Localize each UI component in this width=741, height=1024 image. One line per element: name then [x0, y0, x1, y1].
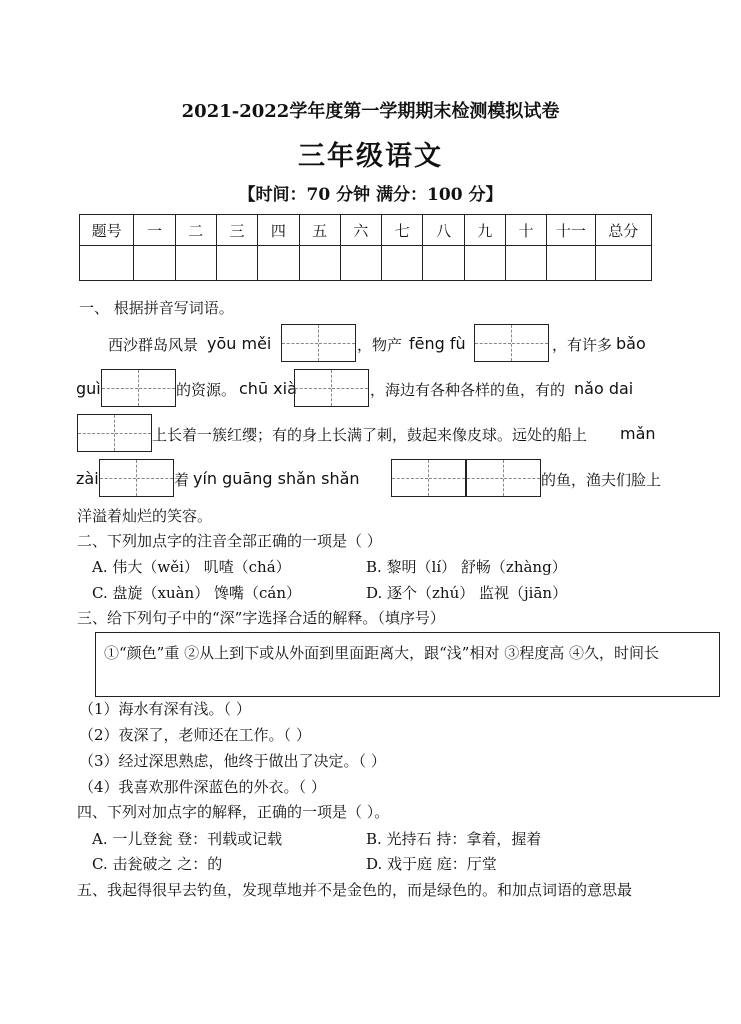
subject-title: 三年级语文 — [298, 141, 443, 172]
score-cell[interactable] — [258, 246, 299, 281]
q4-option-b[interactable]: B. 光持石 持：拿着，握着 — [366, 830, 542, 848]
score-cell[interactable] — [216, 246, 257, 281]
score-cell[interactable] — [423, 246, 464, 281]
score-cell[interactable] — [547, 246, 595, 281]
q1-text: 的资源。 — [176, 381, 237, 399]
answer-grid[interactable] — [391, 459, 466, 497]
score-header-cell: 七 — [382, 215, 423, 246]
q3-sentence-3: （3）经过深思熟虑，他终于做出了决定。（ ） — [79, 752, 386, 770]
q1-pinyin: yín guāng shǎn shǎn — [193, 469, 360, 488]
score-header-cell: 总分 — [595, 215, 651, 246]
score-header-cell: 六 — [340, 215, 381, 246]
q1-pinyin: zài — [76, 469, 99, 488]
q2-option-b[interactable]: B. 黎明（lí） 舒畅（zhàng） — [366, 558, 567, 576]
q1-text: 上长着一簇红缨；有的身上长满了刺，鼓起来像皮球。远处的船上 — [152, 426, 588, 444]
answer-grid[interactable] — [281, 324, 356, 362]
q1-text: 洋溢着灿烂的笑容。 — [77, 507, 213, 525]
q1-text: ，物产 — [357, 336, 403, 354]
q1-pinyin: guì — [76, 379, 101, 398]
answer-grid[interactable] — [474, 324, 549, 362]
q3-sentence-1: （1）海水有深有浅。（ ） — [79, 700, 251, 718]
q4-heading: 四、下列对加点字的解释，正确的一项是（ ）。 — [77, 803, 390, 821]
exam-title: 2021-2022学年度第一学期期末检测模拟试卷 — [181, 101, 560, 122]
q1-pinyin: chū xià — [239, 379, 297, 398]
score-cell[interactable] — [134, 246, 175, 281]
q1-pinyin: nǎo dai — [574, 379, 634, 398]
score-header-cell: 五 — [299, 215, 340, 246]
score-header-cell: 三 — [216, 215, 257, 246]
score-header-cell: 十 — [505, 215, 546, 246]
answer-grid[interactable] — [77, 414, 152, 452]
score-cell[interactable] — [340, 246, 381, 281]
q5-heading: 五、我起得很早去钓鱼，发现草地并不是金色的，而是绿色的。和加点词语的意思最 — [77, 881, 633, 899]
q1-pinyin: mǎn — [620, 424, 656, 443]
q2-option-a[interactable]: A. 伟大（wěi） 叽喳（chá） — [92, 558, 291, 576]
score-header-cell: 九 — [464, 215, 505, 246]
q3-heading: 三、给下列句子中的“深”字选择合适的解释。（填序号） — [77, 609, 445, 627]
q1-text: 西沙群岛风景 — [108, 336, 199, 354]
score-header-cell: 八 — [423, 215, 464, 246]
q4-option-c[interactable]: C. 击瓮破之 之：的 — [92, 855, 223, 873]
score-table-header-row — [80, 215, 652, 246]
score-header-cell: 一 — [134, 215, 175, 246]
score-cell[interactable] — [464, 246, 505, 281]
score-header-cell: 四 — [258, 215, 299, 246]
q1-pinyin: yōu měi — [207, 334, 272, 353]
q2-option-d[interactable]: D. 逐个（zhú） 监视（jiān） — [366, 584, 568, 602]
score-cell[interactable] — [595, 246, 651, 281]
score-table — [79, 214, 652, 281]
q3-sentence-4: （4）我喜欢那件深蓝色的外衣。（ ） — [79, 778, 326, 796]
answer-grid[interactable] — [466, 459, 541, 497]
answer-grid[interactable] — [294, 369, 369, 407]
score-cell[interactable] — [80, 246, 134, 281]
q1-text: ，有许多 — [552, 336, 613, 354]
q1-heading: 一、 根据拼音写词语。 — [79, 299, 234, 317]
q2-heading: 二、下列加点字的注音全部正确的一项是（ ） — [77, 532, 382, 550]
q4-option-a[interactable]: A. 一儿登瓮 登：刊载或记载 — [92, 830, 283, 848]
q1-pinyin: fēng fù — [409, 334, 466, 353]
q2-option-c[interactable]: C. 盘旋（xuàn） 馋嘴（cán） — [92, 584, 301, 602]
score-cell[interactable] — [382, 246, 423, 281]
q3-definitions: ①“颜色”重 ②从上到下或从外面到里面距离大，跟“浅”相对 ③程度高 ④久，时间长 — [104, 644, 659, 662]
score-header-cell: 题号 — [80, 215, 134, 246]
score-table-blank-row — [80, 246, 652, 281]
score-header-cell: 二 — [175, 215, 216, 246]
q1-pinyin: bǎo — [616, 334, 646, 353]
score-cell[interactable] — [505, 246, 546, 281]
time-score-info: 【时间：70 分钟 满分：100 分】 — [238, 185, 503, 205]
q3-definition-box — [95, 632, 720, 697]
q1-text: 的鱼，渔夫们脸上 — [541, 471, 662, 489]
answer-grid[interactable] — [99, 459, 174, 497]
score-cell[interactable] — [299, 246, 340, 281]
q1-text: 着 — [174, 471, 190, 489]
q1-text: ，海边有各种各样的鱼，有的 — [370, 381, 566, 399]
score-cell[interactable] — [175, 246, 216, 281]
score-header-cell: 十一 — [547, 215, 595, 246]
answer-grid[interactable] — [101, 369, 176, 407]
q3-sentence-2: （2）夜深了，老师还在工作。（ ） — [79, 726, 311, 744]
q4-option-d[interactable]: D. 戏于庭 庭：厅堂 — [366, 855, 497, 873]
